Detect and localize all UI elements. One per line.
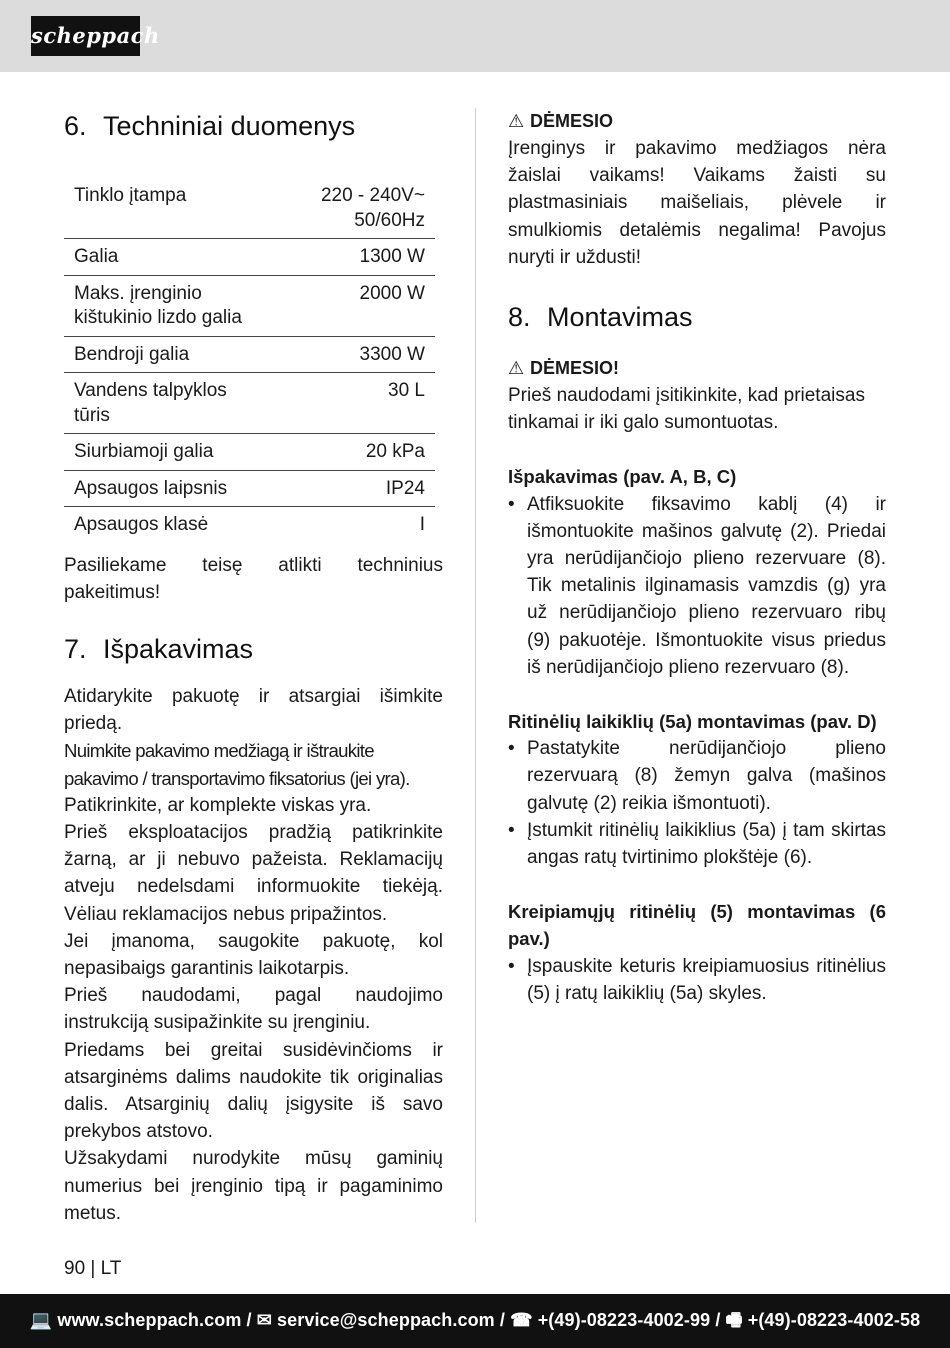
- section-title: Montavimas: [547, 302, 693, 333]
- bullet-item: • Pastatykite nerūdijančiojo plieno rezervuarą (8) žemyn galva (mašinos galvutę (2) reikia išmontuoti).: [508, 735, 886, 817]
- bullet-item: • Atfiksuokite fiksavimo kablį (4) ir išmontuokite mašinos galvutę (2). Priedai yra nerūdijančiojo plieno rezervuare (8). Tik metalinis ilginamasis vamzdis (g) yra už nerūdijančiojo plieno rezervuaro ribų (9) pakuotėje. Išmontuokite visus priedus iš nerūdijančiojo plieno rezervuaro (8).: [508, 491, 886, 681]
- warning-label: DĖMESIO: [530, 111, 614, 131]
- spec-value: IP24: [254, 470, 435, 507]
- section-title: Išpakavimas: [103, 633, 254, 664]
- technical-data-table: [64, 178, 435, 543]
- technical-note: Pasiliekame teisę atlikti techninius pakeitimus!: [64, 554, 443, 603]
- subsection-heading: Ritinėlių laikiklių (5a) montavimas (pav. D): [508, 711, 877, 733]
- contact-line: 💻 www.scheppach.com / ✉ service@scheppach.com / ☎ +(49)-08223-4002-99 / 🖷 +(49)-08223-4002-58: [29, 1310, 921, 1330]
- warning-icon: ⚠: [508, 358, 525, 379]
- left-column: [64, 108, 443, 1227]
- spec-label: Vandens talpyklos tūris: [64, 373, 254, 434]
- spec-label: Galia: [64, 239, 254, 276]
- warning-heading: [508, 108, 886, 135]
- spec-row: [64, 470, 435, 507]
- spec-value: 30 L: [254, 373, 435, 434]
- unpacking-paragraph: Prieš naudodami, pagal naudojimo instrukciją susipažinkite su įrenginiu.: [64, 985, 443, 1034]
- section-number: 6.: [64, 111, 87, 141]
- spec-label: Siurbiamoji galia: [64, 434, 254, 471]
- subsection-heading: Išpakavimas (pav. A, B, C): [508, 466, 737, 488]
- spec-row: [64, 336, 435, 373]
- spec-label: Apsaugos klasė: [74, 514, 209, 535]
- unpacking-paragraph: Prieš eksploatacijos pradžią patikrinkite žarną, ar ji nebuvo pažeista. Reklamacijų atveju nedelsdami informuokite tiekėją. Vėliau reklamacijos nebus pripažintos.: [64, 821, 443, 925]
- section-6-heading: [64, 108, 443, 144]
- warning-label: DĖMESIO!: [530, 358, 620, 379]
- spec-value: 1300 W: [254, 239, 435, 276]
- warning-text: Prieš naudodami įsitikinkite, kad prietaisas tinkamai ir iki galo sumontuotas.: [508, 385, 865, 434]
- spec-label: Apsaugos laipsnis: [64, 470, 254, 507]
- spec-row: [64, 373, 435, 434]
- unpacking-paragraph: Priedams bei greitai susidėvinčioms ir atsarginėms dalims naudokite tik originalias dalis. Atsarginių dalių įsigysite iš savo prekybos atstovo.: [64, 1039, 443, 1143]
- spec-value: 20 kPa: [254, 434, 435, 471]
- spec-label: Maks. įrenginio kištukinio lizdo galia: [64, 275, 254, 336]
- column-divider: [475, 108, 476, 1223]
- page-number: 90 | LT: [64, 1258, 122, 1279]
- spec-value: 220 - 240V~ 50/60Hz: [254, 178, 435, 239]
- spec-value: 2000 W: [254, 275, 435, 336]
- bullet-list: [508, 491, 886, 681]
- unpacking-paragraph: Atidarykite pakuotę ir atsargiai išimkite priedą.: [64, 685, 443, 735]
- spec-label: Tinklo įtampa: [64, 178, 254, 239]
- bullet-list: [508, 953, 886, 1007]
- unpacking-paragraph: Užsakydami nurodykite mūsų gaminių numerius bei įrenginio tipą ir pagaminimo metus.: [64, 1148, 443, 1224]
- spec-label: Bendroji galia: [64, 336, 254, 373]
- bullet-item: • Įstumkit ritinėlių laikiklius (5a) į tam skirtas angas ratų tvirtinimo plokštėje (6).: [508, 817, 886, 871]
- unpacking-paragraph: Patikrinkite, ar komplekte viskas yra.: [64, 794, 372, 816]
- contact-footer: [0, 1294, 950, 1348]
- brand-logo: scheppach: [31, 16, 140, 56]
- spec-row: [64, 434, 435, 471]
- spec-row: [64, 178, 435, 239]
- header-band: [0, 0, 950, 72]
- spec-value: 3300 W: [254, 336, 435, 373]
- bullet-list: [508, 735, 886, 871]
- bullet-item: • Įspauskite keturis kreipiamuosius ritinėlius (5) į ratų laikiklių (5a) skyles.: [508, 953, 886, 1007]
- unpacking-paragraph: Jei įmanoma, saugokite pakuotę, kol nepasibaigs garantinis laikotarpis.: [64, 930, 443, 979]
- subsection-heading: Kreipiamųjų ritinėlių (5) montavimas (6 pav.): [508, 901, 886, 950]
- spec-value: I: [419, 514, 425, 535]
- section-8-heading: [508, 299, 886, 335]
- spec-row: [64, 275, 435, 336]
- section-number: 8.: [508, 302, 531, 333]
- warning-text: Įrenginys ir pakavimo medžiagos nėra žaislai vaikams! Vaikams žaisti su plastmasiniais maišeliais, plėvele ir smulkiomis detalėmis negalima! Pavojus nuryti ir uždusti!: [508, 138, 886, 268]
- warning-icon: ⚠: [508, 111, 525, 131]
- warning-heading: [508, 355, 886, 382]
- unpacking-paragraph: Nuimkite pakavimo medžiagą ir ištraukite pakavimo / transportavimo fiksatorius (jei yra).: [64, 740, 410, 789]
- right-column: [508, 108, 886, 1007]
- spec-row: [64, 239, 435, 276]
- section-title: Techniniai duomenys: [103, 111, 356, 141]
- spec-row: [64, 507, 435, 543]
- section-7-heading: [64, 631, 443, 667]
- section-number: 7.: [64, 633, 87, 664]
